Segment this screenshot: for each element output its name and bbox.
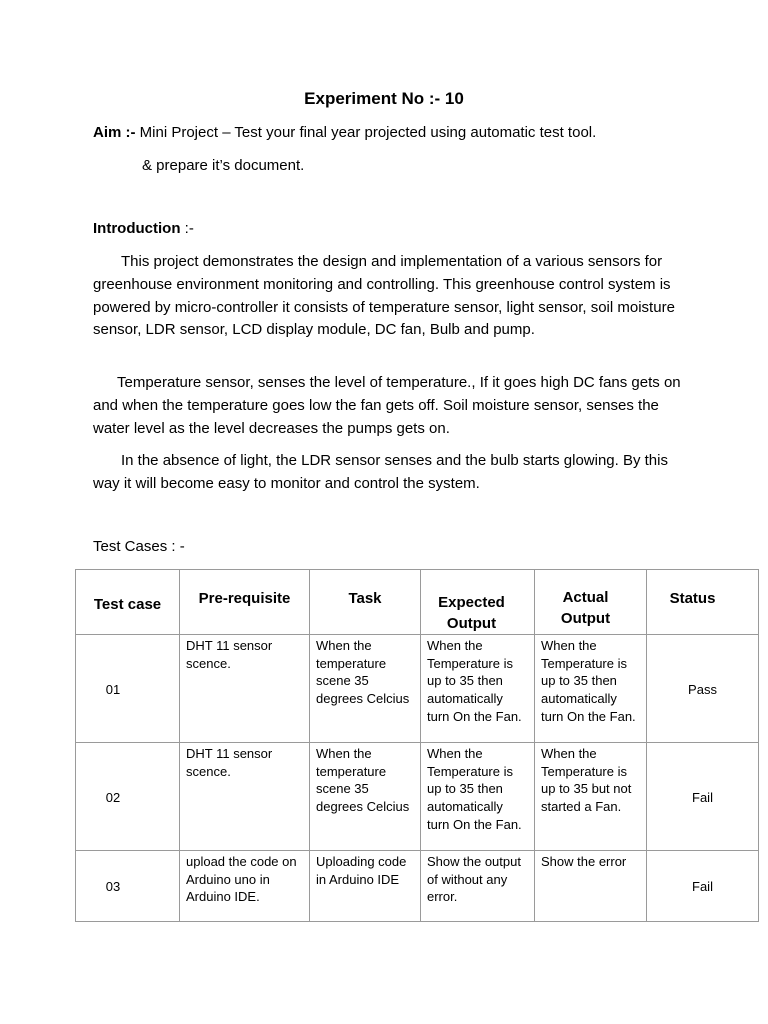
status-cell: Fail bbox=[647, 743, 759, 851]
header-actual-output: Actual Output bbox=[535, 570, 647, 635]
header-task: Task bbox=[310, 570, 421, 635]
task-cell: When the temperature scene 35 degrees Celcius bbox=[310, 743, 421, 851]
aim-continuation: & prepare it’s document. bbox=[142, 157, 305, 174]
table-header-row bbox=[76, 570, 759, 635]
header-prerequisite: Pre-requisite bbox=[180, 570, 310, 635]
header-test-case: Test case bbox=[76, 570, 180, 635]
test-cases-label: Test Cases : - bbox=[93, 538, 185, 555]
expected-output-cell: When the Temperature is up to 35 then automatically turn On the Fan. bbox=[421, 743, 535, 851]
prerequisite-cell: DHT 11 sensor scence. bbox=[180, 635, 310, 743]
introduction-heading bbox=[93, 220, 194, 237]
page-title: Experiment No :- 10 bbox=[304, 89, 464, 108]
table-row bbox=[76, 851, 759, 922]
status-cell: Pass bbox=[647, 635, 759, 743]
table-row bbox=[76, 743, 759, 851]
intro-paragraph-2: Temperature sensor, senses the level of temperature., If it goes high DC fans gets on and when the temperature goes low the fan gets off. Soil moisture sensor, senses the water level as the level decreases the pumps gets on. bbox=[93, 374, 681, 437]
actual-output-cell: Show the error bbox=[535, 851, 647, 922]
test-case-id: 03 bbox=[76, 851, 180, 922]
introduction-suffix: :- bbox=[180, 220, 194, 237]
test-cases-table bbox=[75, 569, 759, 922]
table-row bbox=[76, 635, 759, 743]
prerequisite-cell: DHT 11 sensor scence. bbox=[180, 743, 310, 851]
expected-output-cell: Show the output of without any error. bbox=[421, 851, 535, 922]
task-cell: When the temperature scene 35 degrees Celcius bbox=[310, 635, 421, 743]
header-expected-output: Expected Output bbox=[421, 570, 535, 635]
test-case-id: 02 bbox=[76, 743, 180, 851]
actual-output-cell: When the Temperature is up to 35 but not started a Fan. bbox=[535, 743, 647, 851]
aim-line bbox=[93, 124, 596, 141]
task-cell: Uploading code in Arduino IDE bbox=[310, 851, 421, 922]
prerequisite-cell: upload the code on Arduino uno in Arduino IDE. bbox=[180, 851, 310, 922]
intro-paragraph-1: This project demonstrates the design and implementation of a various sensors for greenhouse environment monitoring and controlling. This greenhouse control system is powered by micro-controller it consists of temperature sensor, light sensor, soil moisture sensor, LDR sensor, LCD display module, DC fan, Bulb and pump. bbox=[93, 253, 675, 339]
header-status: Status bbox=[647, 570, 759, 635]
aim-text: Mini Project – Test your final year projected using automatic test tool. bbox=[135, 124, 597, 141]
intro-paragraph-3: In the absence of light, the LDR sensor senses and the bulb starts glowing. By this way it will become easy to monitor and control the system. bbox=[93, 452, 668, 492]
actual-output-cell: When the Temperature is up to 35 then automatically turn On the Fan. bbox=[535, 635, 647, 743]
aim-label: Aim :- bbox=[93, 124, 136, 141]
test-case-id: 01 bbox=[76, 635, 180, 743]
status-cell: Fail bbox=[647, 851, 759, 922]
introduction-label: Introduction bbox=[93, 220, 181, 237]
expected-output-cell: When the Temperature is up to 35 then automatically turn On the Fan. bbox=[421, 635, 535, 743]
